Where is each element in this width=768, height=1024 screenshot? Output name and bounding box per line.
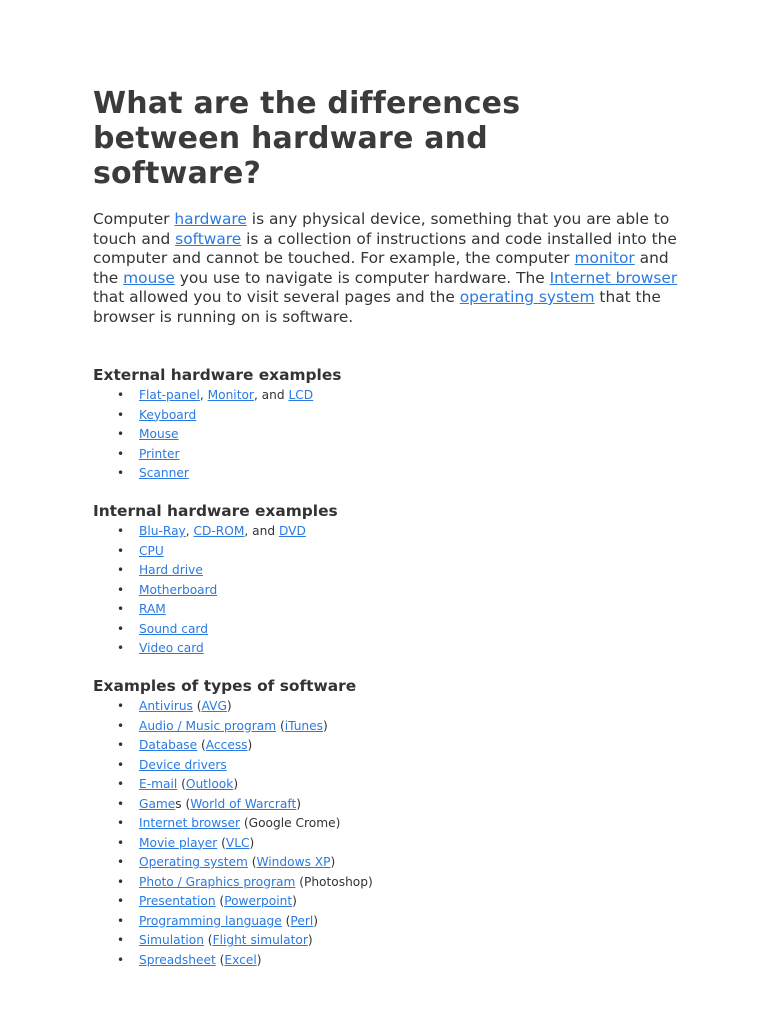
list-item-link[interactable]: Sound card bbox=[139, 621, 208, 636]
list-item bbox=[93, 892, 373, 912]
external-hardware-heading: External hardware examples bbox=[93, 366, 342, 384]
bullet-icon: • bbox=[117, 407, 125, 422]
bullet-icon: • bbox=[117, 524, 125, 538]
list-item-link[interactable]: E-mail bbox=[139, 777, 178, 791]
list-item bbox=[93, 542, 306, 562]
link-internet-browser[interactable]: Internet browser bbox=[549, 268, 678, 287]
bullet-icon: • bbox=[117, 757, 125, 772]
link-mouse[interactable]: mouse bbox=[123, 268, 175, 287]
bullet-icon: • bbox=[117, 933, 125, 947]
list-item-text: ( bbox=[215, 894, 225, 908]
bullet-icon: • bbox=[117, 582, 125, 597]
software-types-heading: Examples of types of software bbox=[93, 677, 357, 695]
list-item-link[interactable]: Video card bbox=[139, 641, 204, 655]
list-item bbox=[93, 620, 306, 640]
link-hardware[interactable]: hardware bbox=[174, 210, 247, 228]
software-types-list bbox=[93, 697, 373, 970]
list-item bbox=[93, 581, 306, 601]
list-item-link[interactable]: iTunes bbox=[284, 718, 323, 733]
list-item-link[interactable]: Blu-Ray bbox=[139, 524, 186, 538]
list-item-link[interactable]: Spreadsheet bbox=[139, 952, 216, 967]
intro-text: and the bbox=[93, 249, 669, 287]
list-item-link[interactable]: Game bbox=[139, 796, 176, 811]
bullet-icon: • bbox=[117, 894, 125, 908]
list-item-text: ( bbox=[276, 718, 285, 733]
list-item-link[interactable]: LCD bbox=[288, 388, 314, 402]
list-item-text: (Photoshop) bbox=[295, 874, 373, 889]
link-software[interactable]: software bbox=[175, 229, 242, 248]
intro-text: is a collection of instructions and code installed into the computer and cannot be touched. For example, the computer bbox=[93, 229, 677, 267]
list-item-link[interactable]: Keyboard bbox=[139, 407, 197, 422]
list-item-link[interactable]: Programming language bbox=[139, 913, 282, 928]
bullet-icon: • bbox=[117, 388, 125, 402]
bullet-icon: • bbox=[117, 777, 125, 791]
internal-hardware-heading: Internal hardware examples bbox=[93, 502, 338, 520]
list-item bbox=[93, 600, 306, 620]
bullet-icon: • bbox=[117, 621, 125, 636]
intro-text: Computer bbox=[93, 210, 175, 228]
bullet-icon: • bbox=[117, 816, 125, 830]
list-item-text: ( bbox=[247, 855, 257, 869]
list-item-link[interactable]: Internet browser bbox=[139, 816, 241, 830]
list-item-link[interactable]: Scanner bbox=[139, 466, 189, 480]
list-item bbox=[93, 834, 373, 854]
list-item bbox=[93, 795, 373, 815]
list-item-text: ( bbox=[281, 913, 291, 928]
list-item-link[interactable]: Windows XP bbox=[256, 855, 331, 869]
list-item-link[interactable]: Database bbox=[139, 738, 198, 752]
list-item-link[interactable]: Printer bbox=[139, 446, 180, 461]
list-item-link[interactable]: Flat-panel bbox=[139, 388, 200, 402]
list-item-link[interactable]: VLC bbox=[225, 835, 250, 850]
list-item-text: ) bbox=[323, 718, 328, 733]
list-item-link[interactable]: Movie player bbox=[139, 835, 218, 850]
list-item-link[interactable]: Simulation bbox=[139, 933, 204, 947]
list-item-text: (Google Crome) bbox=[240, 816, 341, 830]
list-item-link[interactable]: CD-ROM bbox=[193, 524, 245, 538]
list-item-text: ) bbox=[292, 894, 297, 908]
bullet-icon: • bbox=[117, 796, 125, 811]
internal-hardware-list bbox=[93, 522, 306, 659]
list-item bbox=[93, 756, 373, 776]
list-item-text: ( bbox=[217, 835, 226, 850]
intro-text: that allowed you to visit several pages and the bbox=[93, 288, 460, 306]
list-item bbox=[93, 522, 306, 542]
list-item-text: ) bbox=[249, 835, 255, 850]
bullet-icon: • bbox=[117, 913, 125, 928]
list-item bbox=[93, 951, 373, 971]
list-item-text: , and bbox=[253, 388, 289, 402]
list-item-link[interactable]: Photo / Graphics program bbox=[139, 874, 296, 889]
list-item-link[interactable]: RAM bbox=[139, 602, 166, 616]
list-item-link[interactable]: Motherboard bbox=[139, 582, 218, 597]
list-item-link[interactable]: Excel bbox=[224, 952, 257, 967]
list-item-text: ( bbox=[203, 933, 213, 947]
list-item bbox=[93, 386, 313, 406]
list-item bbox=[93, 814, 373, 834]
list-item-link[interactable]: Perl bbox=[290, 913, 314, 928]
list-item-text: ) bbox=[307, 933, 313, 947]
bullet-icon: • bbox=[117, 699, 125, 713]
list-item-link[interactable]: Antivirus bbox=[139, 699, 193, 713]
list-item bbox=[93, 425, 313, 445]
bullet-icon: • bbox=[117, 563, 125, 577]
list-item-text: ) bbox=[247, 738, 253, 752]
bullet-icon: • bbox=[117, 641, 125, 655]
external-hardware-list bbox=[93, 386, 313, 484]
bullet-icon: • bbox=[117, 738, 125, 752]
list-item bbox=[93, 912, 373, 932]
list-item bbox=[93, 775, 373, 795]
list-item-text: ( bbox=[215, 952, 225, 967]
list-item-link[interactable]: World of Warcraft bbox=[190, 796, 297, 811]
bullet-icon: • bbox=[117, 446, 125, 461]
list-item bbox=[93, 931, 373, 951]
list-item bbox=[93, 561, 306, 581]
intro-paragraph bbox=[93, 210, 693, 327]
list-item-link[interactable]: Device drivers bbox=[139, 757, 227, 772]
list-item bbox=[93, 736, 373, 756]
list-item bbox=[93, 445, 313, 465]
list-item bbox=[93, 639, 306, 659]
list-item-text: , and bbox=[244, 524, 279, 538]
list-item-link[interactable]: Operating system bbox=[139, 855, 248, 869]
bullet-icon: • bbox=[117, 835, 125, 850]
list-item-text: , bbox=[199, 388, 208, 402]
bullet-icon: • bbox=[117, 543, 125, 558]
list-item bbox=[93, 464, 313, 484]
list-item-link[interactable]: Powerpoint bbox=[224, 894, 293, 908]
list-item-link[interactable]: DVD bbox=[278, 524, 306, 538]
list-item-text: ( bbox=[197, 738, 206, 752]
list-item-text: s ( bbox=[175, 796, 191, 811]
bullet-icon: • bbox=[117, 602, 125, 616]
list-item-link[interactable]: Access bbox=[205, 738, 248, 752]
list-item bbox=[93, 697, 373, 717]
intro-text: you use to navigate is computer hardware. The bbox=[174, 268, 550, 287]
bullet-icon: • bbox=[117, 466, 125, 480]
list-item-link[interactable]: CPU bbox=[139, 543, 164, 558]
list-item-link[interactable]: AVG bbox=[201, 699, 227, 713]
bullet-icon: • bbox=[117, 855, 125, 869]
bullet-icon: • bbox=[117, 427, 125, 441]
list-item bbox=[93, 717, 373, 737]
list-item-text: ( bbox=[192, 699, 202, 713]
list-item-text: ) bbox=[256, 952, 262, 967]
list-item-text: ) bbox=[296, 796, 301, 811]
list-item-text: ) bbox=[313, 913, 318, 928]
list-item-text: ) bbox=[233, 777, 239, 791]
list-item bbox=[93, 873, 373, 893]
bullet-icon: • bbox=[117, 718, 125, 733]
bullet-icon: • bbox=[117, 952, 125, 967]
link-operating-system[interactable]: operating system bbox=[459, 288, 595, 306]
list-item bbox=[93, 853, 373, 873]
list-item-link[interactable]: Monitor bbox=[207, 388, 254, 402]
page-title: What are the differences between hardware and software? bbox=[93, 86, 521, 191]
link-monitor[interactable]: monitor bbox=[574, 249, 635, 267]
list-item-link[interactable]: Mouse bbox=[139, 427, 179, 441]
list-item bbox=[93, 406, 313, 426]
list-item-link[interactable]: Hard drive bbox=[139, 563, 203, 577]
list-item-link[interactable]: Flight simulator bbox=[212, 933, 308, 947]
list-item-text: ) bbox=[226, 699, 232, 713]
intro-text: is any physical device, something that you are able to touch and bbox=[93, 210, 670, 248]
list-item-text: , bbox=[185, 524, 194, 538]
list-item-link[interactable]: Presentation bbox=[139, 894, 216, 908]
intro-text: that the browser is running on is software. bbox=[93, 288, 661, 326]
list-item-link[interactable]: Outlook bbox=[185, 777, 234, 791]
list-item-text: ) bbox=[330, 855, 336, 869]
list-item-link[interactable]: Audio / Music program bbox=[139, 718, 277, 733]
list-item-text: ( bbox=[177, 777, 186, 791]
bullet-icon: • bbox=[117, 874, 125, 889]
